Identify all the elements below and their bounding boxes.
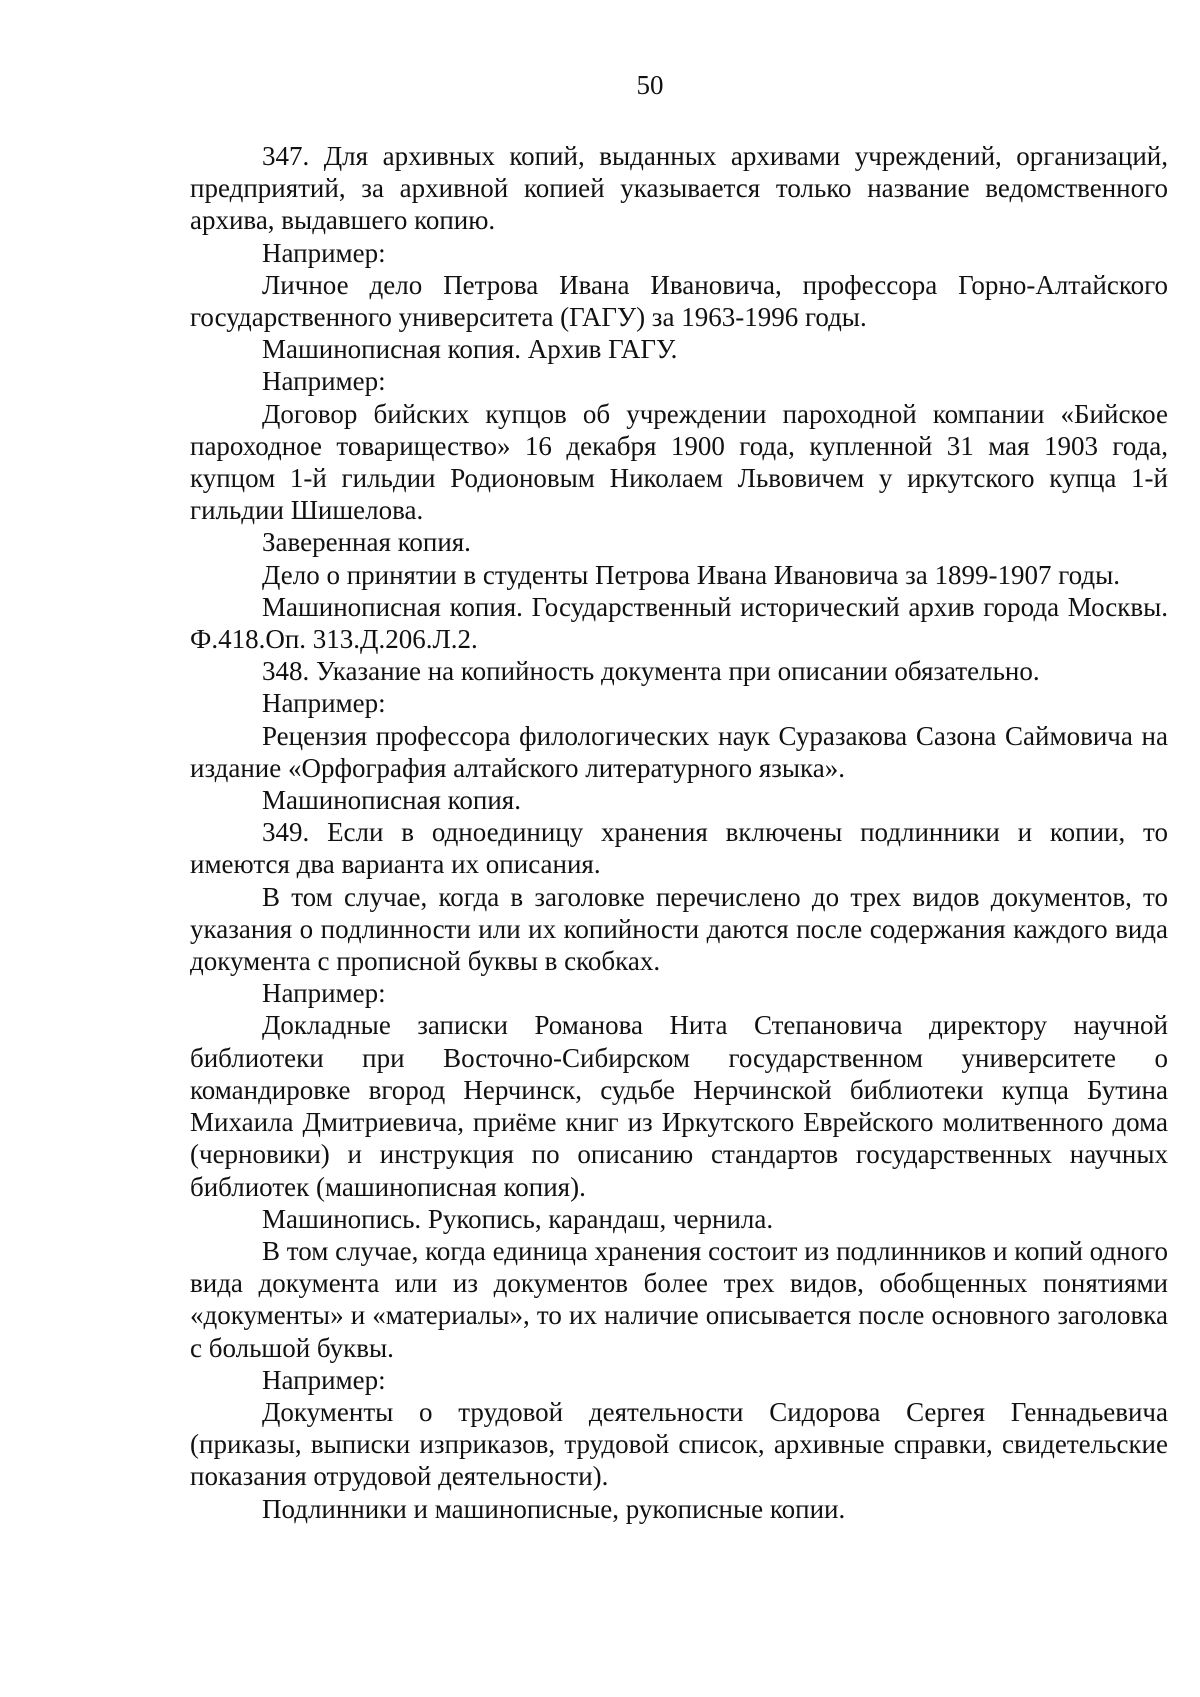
copy-note: Подлинники и машинописные, рукописные копии. <box>262 1493 846 1524</box>
example-label: Например: <box>262 1364 386 1395</box>
example-label: Например: <box>262 237 386 268</box>
paragraph-347: 347. Для архивных копий, выданных архивами учреждений, организаций, предприятий, за архивной копией указывается только название ведомственного архива, выдавшего копию. <box>190 141 1168 236</box>
example-text: Дело о принятии в студенты Петрова Ивана Ивановича за 1899-1907 годы. <box>262 559 1121 590</box>
example-text: Личное дело Петрова Ивана Ивановича, профессора Горно-Алтайского государственного университета (ГАГУ) за 1963-1996 годы. <box>190 269 1168 333</box>
example-label: Например: <box>262 688 386 719</box>
example-label: Например: <box>262 366 386 397</box>
copy-note: Машинописная копия. <box>262 785 521 816</box>
page-number: 50 <box>636 70 664 100</box>
copy-note: Заверенная копия. <box>262 527 471 558</box>
example-text: Договор бийских купцов об учреждении пароходной компании «Бийское пароходное товарищество» 16 декабря 1900 года, купленной 31 мая 1903 года, купцом 1-й гильдии Родионовым Николаем Львовичем у иркутского купца 1-й гильдии Шишелова. <box>190 398 1168 526</box>
example-label: Например: <box>262 978 386 1009</box>
example-text: Рецензия профессора филологических наук Суразакова Сазона Саймовича на издание «Орфография алтайского литературного языка». <box>190 720 1168 783</box>
example-text: Документы о трудовой деятельности Сидорова Сергея Геннадьевича (приказы, выписки изприказов, трудовой список, архивные справки, свидетельские показания отрудовой деятельности). <box>190 1396 1168 1492</box>
copy-note: Машинопись. Рукопись, карандаш, чернила. <box>262 1203 774 1234</box>
rule-text: В том случае, когда в заголовке перечислено до трех видов документов, то указания о подлинности или их копийности даются после содержания каждого вида документа с прописной буквы в скобках. <box>190 881 1168 977</box>
copy-note: Машинописная копия. Государственный исторический архив города Москвы. Ф.418.Оп. 313.Д.206.Л.2. <box>190 591 1168 655</box>
example-text: Докладные записки Романова Нита Степановича директору научной библиотеки при Восточно-Сибирском государственном университете о командировке вгород Нерчинск, судьбе Нерчинской библиотеки купца Бутина Михаила Дмитриевича, приёме книг из Иркутского Еврейского молитвенного дома (черновики) и инструкция по описанию стандартов государственных научных библиотек (машинописная копия). <box>190 1010 1168 1202</box>
rule-text: В том случае, когда единица хранения состоит из подлинников и копий одного вида документа или из документов более трех видов, обобщенных понятиями «документы» и «материалы», то их наличие описывается после основного заголовка с большой буквы. <box>190 1235 1168 1363</box>
paragraph-348: 348. Указание на копийность документа при описании обязательно. <box>262 656 1040 687</box>
document-body <box>190 140 1168 1525</box>
copy-note: Машинописная копия. Архив ГАГУ. <box>262 334 678 365</box>
paragraph-349: 349. Если в одноединицу хранения включены подлинники и копии, то имеются два варианта их описания. <box>190 817 1168 880</box>
